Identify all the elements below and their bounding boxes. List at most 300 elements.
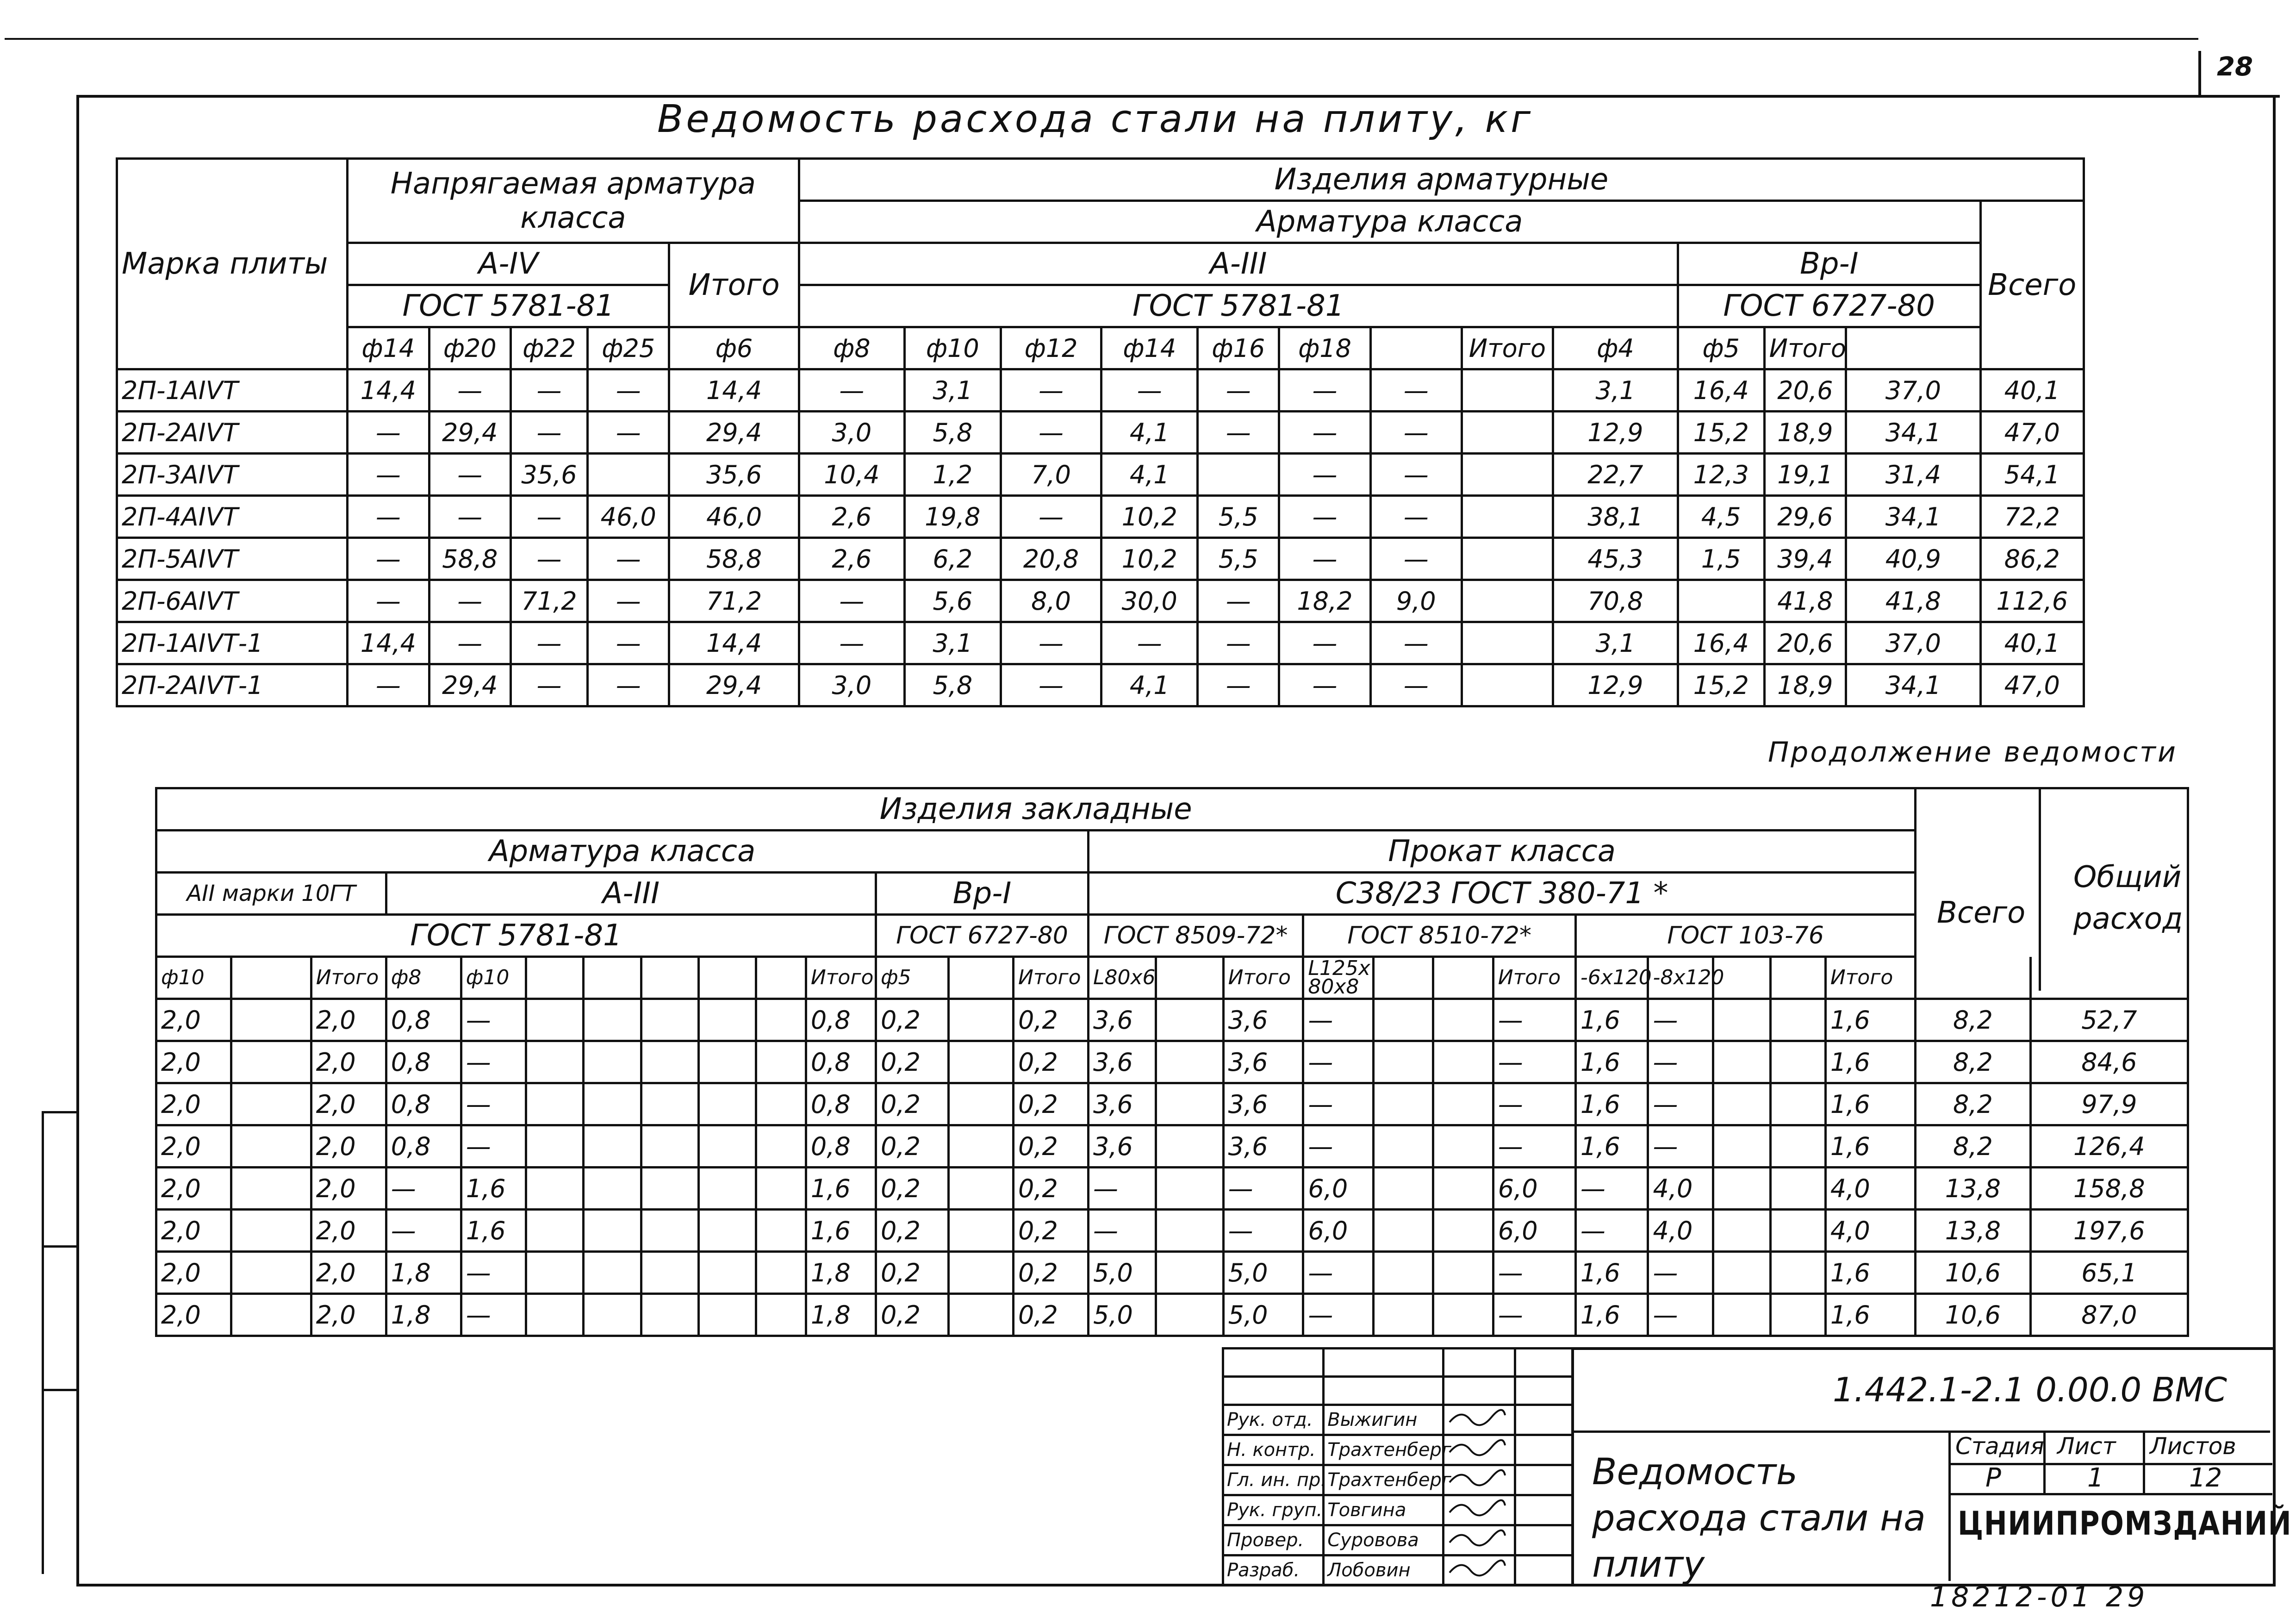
stamp-role: Рук. отд.	[1223, 1405, 1324, 1435]
col-gost-8510: ГОСТ 8510-72*	[1303, 915, 1576, 957]
col-subheader: ф10	[461, 957, 526, 999]
table-cell: —	[588, 580, 669, 622]
table-cell: 8,2	[1916, 999, 2030, 1041]
diam-cell: ф18	[1279, 327, 1370, 369]
table-cell: 52,7	[2030, 999, 2188, 1041]
table-cell	[1462, 538, 1553, 580]
table-cell: 1,6	[1575, 1083, 1648, 1125]
stamp-name: Товгина	[1324, 1495, 1444, 1525]
table-row	[156, 1125, 2188, 1168]
table-cell: 1,6	[1825, 1041, 1915, 1083]
doc-title: Ведомость расхода стали на плиту	[1592, 1451, 1926, 1586]
stamp-date	[1515, 1495, 1572, 1525]
table-cell: 10,2	[1101, 538, 1198, 580]
table-cell: —	[1279, 369, 1370, 412]
table-cell: 1,8	[386, 1294, 461, 1336]
table-cell	[641, 1252, 698, 1294]
table-cell: —	[799, 369, 904, 412]
diam-cell: ф25	[588, 327, 669, 369]
table-cell: 0,2	[876, 1252, 949, 1294]
table-cell: 1,6	[1825, 1125, 1915, 1168]
table-cell: —	[510, 412, 587, 454]
table-cell	[1713, 1252, 1770, 1294]
col-gost-a3: ГОСТ 5781-81	[799, 285, 1678, 327]
stage-label: Стадия	[1955, 1433, 2044, 1460]
table-cell: 41,8	[1846, 580, 1981, 622]
top-rule	[5, 38, 2198, 40]
table-cell: 5,8	[905, 412, 1001, 454]
table-cell: 18,2	[1279, 580, 1370, 622]
table-cell	[1156, 1168, 1223, 1210]
col-subheader	[584, 957, 641, 999]
table-cell	[1433, 1294, 1493, 1336]
stamp-date	[1515, 1435, 1572, 1465]
col-subheader: ф10	[156, 957, 231, 999]
table-cell: 0,2	[1014, 1210, 1089, 1252]
table-cell: 0,2	[876, 999, 949, 1041]
stamp-name: Суровова	[1324, 1525, 1444, 1555]
table-cell	[698, 1210, 756, 1252]
table-cell	[1771, 1252, 1826, 1294]
table-cell: 2,0	[311, 1083, 386, 1125]
table-cell: —	[1303, 1252, 1373, 1294]
table-cell: 1,5	[1678, 538, 1764, 580]
stamp-role: Гл. ин. пр.	[1223, 1465, 1324, 1495]
table-cell: 0,8	[386, 1083, 461, 1125]
table-cell: 2,6	[799, 538, 904, 580]
table-cell: 0,8	[386, 1125, 461, 1168]
table-cell: 2,6	[799, 496, 904, 538]
embedded-items-table	[155, 787, 2189, 1337]
table-cell: —	[461, 1125, 526, 1168]
page-title: Ведомость расхода стали на плиту, кг	[657, 97, 1534, 141]
table-cell	[1433, 999, 1493, 1041]
table-cell: —	[348, 454, 429, 496]
table-cell	[1713, 999, 1770, 1041]
table-cell: 2,0	[156, 999, 231, 1041]
table-cell	[698, 1168, 756, 1210]
table-cell: 18,9	[1764, 412, 1846, 454]
table-cell: 72,2	[1980, 496, 2084, 538]
table-cell: —	[510, 496, 587, 538]
table-cell: —	[1493, 1252, 1575, 1294]
diam-cell: ф16	[1198, 327, 1279, 369]
stamp-row	[1223, 1495, 1573, 1525]
table-cell: 5,0	[1089, 1252, 1156, 1294]
table-row	[156, 999, 2188, 1041]
table-cell: 0,2	[876, 1083, 949, 1125]
table-cell: 31,4	[1846, 454, 1981, 496]
table-cell	[1462, 454, 1553, 496]
table-cell	[698, 1125, 756, 1168]
table-row	[156, 1210, 2188, 1252]
table-cell: 10,6	[1916, 1252, 2030, 1294]
table-cell: 4,1	[1101, 454, 1198, 496]
table-row	[117, 580, 2084, 622]
table-cell	[1678, 580, 1764, 622]
table-row	[156, 1041, 2188, 1083]
col-subheader	[1373, 957, 1433, 999]
table-cell	[948, 1294, 1013, 1336]
stamp-role: Провер.	[1223, 1525, 1324, 1555]
table-cell: —	[1303, 1041, 1373, 1083]
col-total: Всего	[1980, 201, 2084, 369]
table-cell: 1,2	[905, 454, 1001, 496]
table-cell	[1462, 622, 1553, 664]
table-cell	[1462, 412, 1553, 454]
table-cell: 2,0	[156, 1210, 231, 1252]
table-cell	[1713, 1210, 1770, 1252]
table-cell: 5,5	[1198, 538, 1279, 580]
table-cell: 5,6	[905, 580, 1001, 622]
table-cell	[526, 1041, 584, 1083]
signature	[1443, 1525, 1515, 1555]
table-cell	[1771, 999, 1826, 1041]
table-cell: 15,2	[1678, 664, 1764, 706]
table-cell: 1,6	[1575, 1252, 1648, 1294]
table-cell	[584, 999, 641, 1041]
table-cell	[1156, 1041, 1223, 1083]
table-cell	[641, 999, 698, 1041]
table-cell: 2,0	[156, 1041, 231, 1083]
rebar-table-body	[117, 369, 2084, 706]
stamp-row	[1223, 1525, 1573, 1555]
table-cell	[1713, 1083, 1770, 1125]
diam-cell: ф14	[348, 327, 429, 369]
col-subheader: Итого	[1014, 957, 1089, 999]
table-cell	[231, 999, 311, 1041]
table-cell: 37,0	[1846, 622, 1981, 664]
embedded-table-body	[156, 999, 2188, 1336]
table-cell	[1198, 454, 1279, 496]
col-rolled-class: Прокат класса	[1089, 831, 1916, 873]
table-cell: —	[1089, 1168, 1156, 1210]
table-cell	[584, 1041, 641, 1083]
table-cell: 0,2	[876, 1168, 949, 1210]
table-cell: 0,2	[876, 1125, 949, 1168]
table-cell: 0,2	[1014, 1125, 1089, 1168]
table-cell: —	[1303, 999, 1373, 1041]
table-cell: 71,2	[669, 580, 799, 622]
signature	[1443, 1405, 1515, 1435]
table-cell: —	[1370, 538, 1462, 580]
table-cell: —	[1279, 622, 1370, 664]
table-cell: 71,2	[510, 580, 587, 622]
table-cell: 20,8	[1001, 538, 1101, 580]
table-cell: 0,8	[806, 999, 876, 1041]
table-cell	[756, 1210, 806, 1252]
table-cell	[1156, 1083, 1223, 1125]
table-cell: —	[1648, 1294, 1713, 1336]
col-subheader: ф5	[876, 957, 949, 999]
table-cell	[948, 1168, 1013, 1210]
table-cell	[641, 1168, 698, 1210]
diam-cell: ф14	[1101, 327, 1198, 369]
table-cell	[948, 1252, 1013, 1294]
table-cell: 4,0	[1648, 1168, 1713, 1210]
table-cell	[948, 1041, 1013, 1083]
table-cell: 37,0	[1846, 369, 1981, 412]
col-gost-5781: ГОСТ 5781-81	[156, 915, 876, 957]
table-cell: —	[1303, 1083, 1373, 1125]
col-subheader	[526, 957, 584, 999]
table-cell: 0,8	[386, 1041, 461, 1083]
table-cell: 45,3	[1553, 538, 1678, 580]
table-cell: —	[1648, 1125, 1713, 1168]
table-cell: 5,0	[1089, 1294, 1156, 1336]
table-cell: 8,2	[1916, 1083, 2030, 1125]
table-cell: —	[799, 622, 904, 664]
table-cell: —	[588, 369, 669, 412]
col-subheader	[948, 957, 1013, 999]
table-cell: —	[588, 538, 669, 580]
table-cell: —	[1101, 369, 1198, 412]
col-gost-6727: ГОСТ 6727-80	[876, 915, 1089, 957]
table-cell: —	[1198, 412, 1279, 454]
table-cell: —	[1648, 1083, 1713, 1125]
table-cell: —	[588, 664, 669, 706]
table-cell: 5,8	[905, 664, 1001, 706]
table-cell: 3,0	[799, 412, 904, 454]
col-gost-103: ГОСТ 103-76	[1575, 915, 1915, 957]
signature	[1443, 1465, 1515, 1495]
table-cell: —	[1198, 580, 1279, 622]
table-cell	[641, 1294, 698, 1336]
stamp-role: Рук. груп.	[1223, 1495, 1324, 1525]
plate-mark: 2П-4АIVТ	[117, 496, 348, 538]
table-cell: 4,0	[1825, 1168, 1915, 1210]
table-cell: 2,0	[156, 1252, 231, 1294]
table-cell	[584, 1168, 641, 1210]
table-cell: 29,4	[669, 412, 799, 454]
table-cell	[231, 1083, 311, 1125]
table-cell	[1373, 1125, 1433, 1168]
table-cell	[1713, 1168, 1770, 1210]
table-cell: —	[1279, 454, 1370, 496]
table-cell: 2,0	[311, 1210, 386, 1252]
table-cell	[756, 1168, 806, 1210]
table-cell: 5,5	[1198, 496, 1279, 538]
table-cell: —	[1303, 1294, 1373, 1336]
diam-cell: Итого	[1764, 327, 1846, 369]
table-cell: —	[1493, 1041, 1575, 1083]
table-cell	[526, 1210, 584, 1252]
table-cell	[756, 1041, 806, 1083]
col-subheader: ф8	[386, 957, 461, 999]
table-cell	[1462, 496, 1553, 538]
diam-cell: ф22	[510, 327, 587, 369]
table-cell: 0,2	[1014, 1168, 1089, 1210]
table-cell: 6,2	[905, 538, 1001, 580]
table-cell	[1433, 1041, 1493, 1083]
table-cell: —	[1370, 454, 1462, 496]
table-cell: —	[1303, 1125, 1373, 1168]
table-cell: 3,6	[1089, 1041, 1156, 1083]
table-cell: —	[429, 369, 510, 412]
table-cell: —	[461, 1252, 526, 1294]
table-cell: 3,1	[1553, 369, 1678, 412]
stamp-row	[1223, 1405, 1573, 1435]
table-cell	[1156, 1125, 1223, 1168]
table-cell: —	[1001, 496, 1101, 538]
inventory-number: 18212-01 29	[1930, 1581, 2149, 1613]
table-cell	[1771, 1168, 1826, 1210]
table-cell: —	[1370, 664, 1462, 706]
table-cell: 2,0	[156, 1125, 231, 1168]
table-cell: —	[1648, 999, 1713, 1041]
table-cell: 54,1	[1980, 454, 2084, 496]
table-cell	[698, 1041, 756, 1083]
table-cell	[1373, 1294, 1433, 1336]
table-cell: —	[1648, 1252, 1713, 1294]
table-cell: 29,4	[669, 664, 799, 706]
table-cell	[584, 1294, 641, 1336]
table-cell: 1,8	[806, 1294, 876, 1336]
table-cell	[1462, 580, 1553, 622]
stamp-signatures	[1222, 1347, 1574, 1587]
table-cell: 1,6	[1825, 999, 1915, 1041]
sheets-label: Листов	[2150, 1433, 2236, 1460]
table-cell: —	[1223, 1168, 1303, 1210]
table-cell	[948, 1125, 1013, 1168]
table-cell	[231, 1125, 311, 1168]
table-cell	[698, 1294, 756, 1336]
table-cell: —	[429, 496, 510, 538]
table-cell: 0,2	[876, 1294, 949, 1336]
table-cell: 0,8	[386, 999, 461, 1041]
table-cell: 20,6	[1764, 622, 1846, 664]
table-row	[117, 538, 2084, 580]
stamp-name: Выжигин	[1324, 1405, 1444, 1435]
col-a2-grade: АII марки 10ГТ	[156, 873, 386, 915]
table-cell: 35,6	[510, 454, 587, 496]
table-cell: —	[461, 999, 526, 1041]
table-cell	[231, 1294, 311, 1336]
table-cell: 1,6	[1825, 1252, 1915, 1294]
diam-cell: ф12	[1001, 327, 1101, 369]
table-cell: —	[348, 664, 429, 706]
table-cell	[1373, 1083, 1433, 1125]
table-cell	[1713, 1125, 1770, 1168]
col-c38: С38/23 ГОСТ 380-71 *	[1089, 873, 1916, 915]
table-cell	[1373, 1041, 1433, 1083]
table-cell	[1713, 1294, 1770, 1336]
table-cell: 2,0	[156, 1168, 231, 1210]
diam-cell: ф20	[429, 327, 510, 369]
table-cell: 3,6	[1223, 1083, 1303, 1125]
table-cell: 14,4	[669, 369, 799, 412]
table-row	[156, 1294, 2188, 1336]
col-rebar-class: Арматура класса	[799, 201, 1980, 243]
table-cell	[526, 1294, 584, 1336]
table-cell	[1373, 1210, 1433, 1252]
diam-cell: ф10	[905, 327, 1001, 369]
rebar-table	[116, 157, 2085, 707]
table-cell	[641, 1083, 698, 1125]
table-cell	[231, 1210, 311, 1252]
table-cell: 8,2	[1916, 1041, 2030, 1083]
table-cell: 65,1	[2030, 1252, 2188, 1294]
table-cell: 19,8	[905, 496, 1001, 538]
table-cell: 158,8	[2030, 1168, 2188, 1210]
table-cell: —	[1198, 622, 1279, 664]
table-cell: 58,8	[429, 538, 510, 580]
signature	[1443, 1495, 1515, 1525]
table-cell: —	[1575, 1210, 1648, 1252]
margin-tick-1	[42, 1111, 79, 1113]
table-cell: 14,4	[669, 622, 799, 664]
table-cell: —	[348, 538, 429, 580]
table-cell: 19,1	[1764, 454, 1846, 496]
table-cell	[584, 1083, 641, 1125]
table-cell: 47,0	[1980, 412, 2084, 454]
table-cell: 14,4	[348, 622, 429, 664]
table-cell: —	[429, 580, 510, 622]
table-cell	[698, 1083, 756, 1125]
table-cell: —	[386, 1168, 461, 1210]
table-cell	[1373, 1168, 1433, 1210]
col-subheader	[231, 957, 311, 999]
table-cell: 35,6	[669, 454, 799, 496]
diam-cell: ф6	[669, 327, 799, 369]
table-cell: —	[510, 622, 587, 664]
table-cell: —	[1370, 369, 1462, 412]
table-cell: —	[1370, 622, 1462, 664]
table-cell: 1,8	[806, 1252, 876, 1294]
table-cell: 40,1	[1980, 622, 2084, 664]
table-cell: 3,6	[1089, 1125, 1156, 1168]
signature	[1443, 1435, 1515, 1465]
stamp-date	[1515, 1405, 1572, 1435]
table-cell: —	[799, 580, 904, 622]
table-cell: 4,1	[1101, 664, 1198, 706]
stamp-role: Разраб.	[1223, 1555, 1324, 1586]
table-cell: 1,6	[806, 1168, 876, 1210]
diam-cell: ф8	[799, 327, 904, 369]
sheets-value: 12	[2189, 1463, 2222, 1493]
table-cell	[1433, 1168, 1493, 1210]
divider-total-overall	[2039, 787, 2041, 991]
table-cell: 3,6	[1223, 999, 1303, 1041]
table-cell	[948, 999, 1013, 1041]
col-subheader	[698, 957, 756, 999]
table-cell: 0,2	[1014, 1252, 1089, 1294]
table-cell	[1156, 1294, 1223, 1336]
col-subheader	[756, 957, 806, 999]
col-a4-itogo: Итого	[669, 243, 799, 327]
table-cell	[1462, 664, 1553, 706]
table-cell: 4,0	[1648, 1210, 1713, 1252]
table-cell: 3,6	[1089, 1083, 1156, 1125]
table-cell: —	[348, 496, 429, 538]
table-cell: —	[1370, 496, 1462, 538]
table-cell: 14,4	[348, 369, 429, 412]
table-cell: 197,6	[2030, 1210, 2188, 1252]
table-cell: 18,9	[1764, 664, 1846, 706]
col-a3-2: А-III	[386, 873, 876, 915]
table-cell	[641, 1210, 698, 1252]
margin-tick-2	[42, 1245, 79, 1248]
table-cell: 29,4	[429, 664, 510, 706]
table-cell	[1433, 1252, 1493, 1294]
table-cell: 3,6	[1223, 1125, 1303, 1168]
table-cell: 1,6	[1575, 1125, 1648, 1168]
col-subheader: Итого	[806, 957, 876, 999]
table-cell: 1,6	[461, 1168, 526, 1210]
table-cell	[526, 1083, 584, 1125]
table-cell: —	[510, 664, 587, 706]
table-cell: —	[429, 454, 510, 496]
